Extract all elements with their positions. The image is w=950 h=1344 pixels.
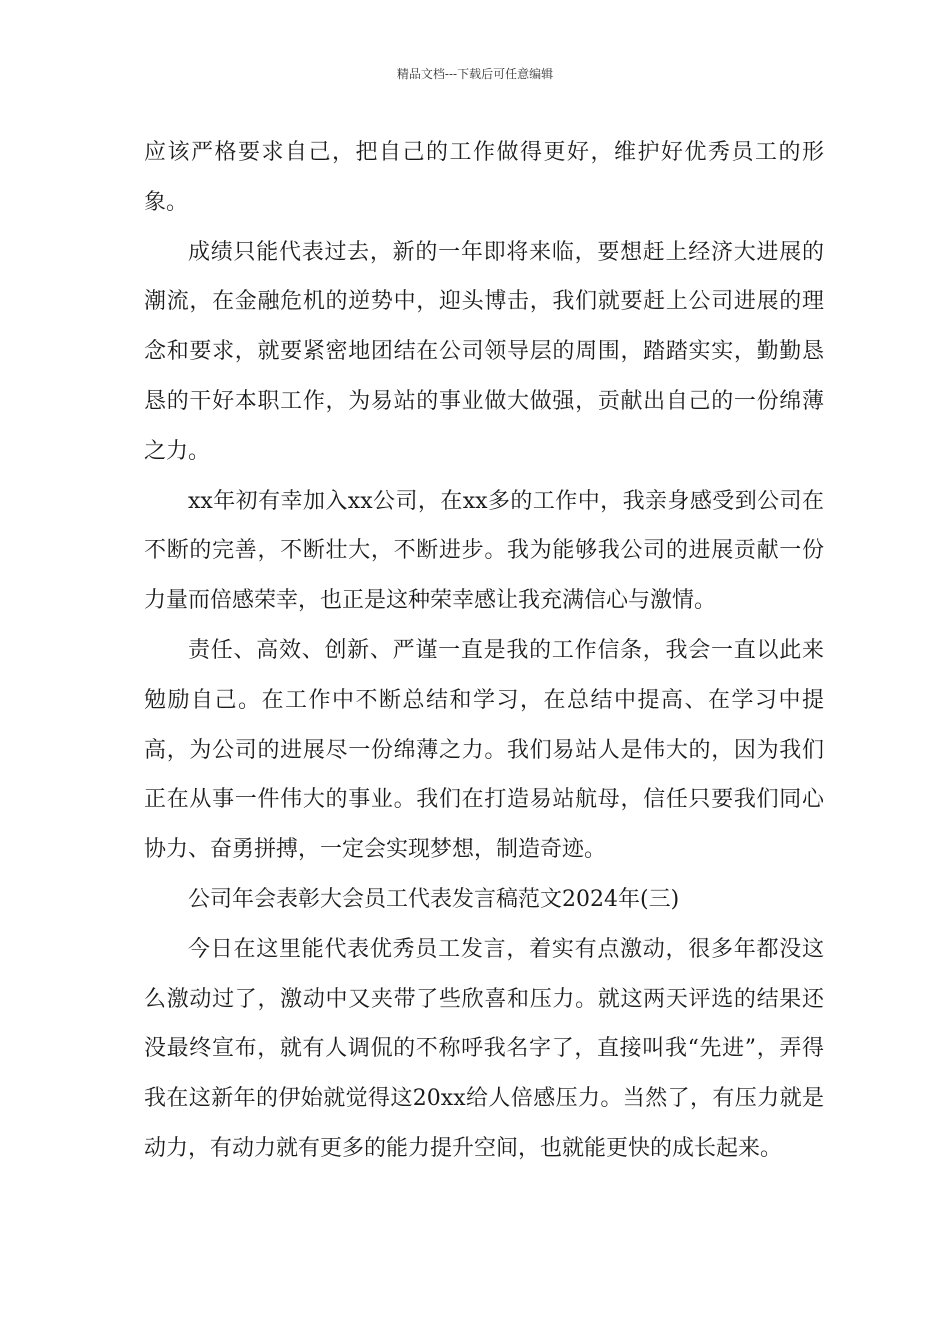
paragraph-4: 责任、高效、创新、严谨一直是我的工作信条，我会一直以此来勉励自己。在工作中不断总结和学习，在总结中提高、在学习中提高，为公司的进展尽一份绵薄之力。我们易站人是伟大的，因为我们正在从事一件伟大的事业。我们在打造易站航母，信任只要我们同心协力、奋勇拼搏，一定会实现梦想，制造奇迹。 [144, 637, 824, 863]
paragraph-2: 成绩只能代表过去，新的一年即将来临，要想赶上经济大进展的潮流，在金融危机的逆势中，迎头博击，我们就要赶上公司进展的理念和要求，就要紧密地团结在公司领导层的周围，踏踏实实，勤勤恳恳的干好本职工作，为易站的事业做大做强，贡献出自己的一份绵薄之力。 [144, 239, 824, 464]
paragraph-3: xx年初有幸加入xx公司，在xx多的工作中，我亲身感受到公司在不断的完善，不断壮大，不断进步。我为能够我公司的进展贡献一份力量而倍感荣幸，也正是这种荣幸感让我充满信心与激情。 [144, 488, 824, 614]
page-header: 精品文档---下载后可任意编辑 [396, 67, 554, 81]
section-heading: 公司年会表彰大会员工代表发言稿范文2024年(三) [188, 886, 680, 912]
document-body [144, 128, 824, 1174]
paragraph-1: 应该严格要求自己，把自己的工作做得更好，维护好优秀员工的形象。 [144, 140, 824, 215]
paragraph-5: 今日在这里能代表优秀员工发言，着实有点激动，很多年都没这么激动过了，激动中又夹带了些欣喜和压力。就这两天评选的结果还没最终宣布，就有人调侃的不称呼我名字了，直接叫我“先进”，弄得我在这新年的伊始就觉得这20xx给人倍感压力。当然了，有压力就是动力，有动力就有更多的能力提升空间，也就能更快的成长起来。 [144, 936, 824, 1161]
